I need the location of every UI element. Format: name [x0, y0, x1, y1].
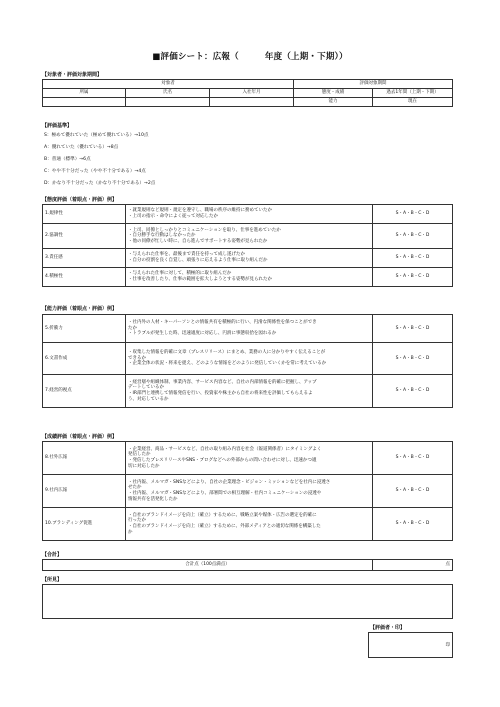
total-label: 合計点（100点満点）: [43, 560, 373, 571]
target-table: [42, 79, 453, 107]
criteria-item-a: A：優れていた（優れている）→8点: [44, 145, 119, 150]
criteria-section-heading: 【評価基準】: [42, 123, 73, 129]
performance-section-heading: 【成績評価（着眼点・評価）例】: [42, 434, 118, 440]
criteria-item-b: B：普通（標準）→6点: [44, 157, 91, 162]
rating-scale[interactable]: S・A・B・C・D: [373, 224, 453, 249]
evaluator-section-heading: 【評価者・印】: [370, 625, 406, 631]
item-points: ・上司、同僚としっかりとコミュニケーションを取り、仕事を進めていたか ・自分勝手な行動はしなかったか ・他の同僚が忙しい時に、自ら進んでサポートする姿勢が見られたか: [126, 224, 373, 249]
dept-value[interactable]: [43, 98, 126, 107]
remarks-section-heading: 【所見】: [42, 577, 63, 583]
seal-label: 印: [445, 643, 450, 648]
item-name: 8.社外広報: [43, 442, 126, 475]
ability-section-heading: 【能力評価（着眼点・評価）例】: [42, 306, 118, 312]
total-value[interactable]: 点: [373, 560, 453, 571]
rating-scale[interactable]: S・A・B・C・D: [373, 475, 453, 508]
period-header: 評価対象期間: [294, 80, 453, 89]
rating-scale[interactable]: S・A・B・C・D: [373, 508, 453, 541]
item-points: ・与えられた仕事を、最後まで責任を持って成し遂げたか ・自分の役割を良く自覚し、頑張りに応えるよう仕事に取り組んだか: [126, 249, 373, 268]
item-name: 6.文書作成: [43, 343, 126, 375]
hire-value[interactable]: [210, 98, 294, 107]
item-points: ・収集した情報を的確に文章（プレスリリース）にまとめ、業務の人に分かりやすく伝えることが できるか ・企業全体の状況・将来を捉え、どのような情報をどのように発信していくかを常に考えているか: [126, 343, 373, 375]
attitude-label: 態度・成績: [294, 89, 373, 98]
item-points: ・企業経営、商品・サービスなど、自社の取り組み内容を社会（報道関係者）にタイミングよく 発信したか ・発信したプレスリリースやSNS・ブログなどへの外部からの問い合わせに対し、迅速かつ適 切に対応したか: [126, 442, 373, 475]
item-points: ・就業規則など規則・規定を遵守し、職場の秩序の維持に務めていたか ・上司の指示・命令によく従って対応したか: [126, 205, 373, 224]
dept-label: 所属: [43, 89, 126, 98]
attitude-section-heading: 【態度評価（着眼点・評価）例】: [42, 197, 118, 203]
attitude-table: [42, 204, 453, 287]
item-name: 1.規律性: [43, 205, 126, 224]
target-section-heading: 【対象者・評価対象期間】: [42, 72, 103, 78]
current-label: 現在: [373, 98, 453, 107]
item-name: 10.ブランディング促進: [43, 508, 126, 541]
ability-table: [42, 314, 453, 408]
item-points: ・与えられた仕事に対して、積極的に取り組んだか ・仕事を改善したり、仕事の範囲を拡大しようとする姿勢が見られたか: [126, 268, 373, 287]
item-name: 2.協調性: [43, 224, 126, 249]
hire-label: 入社年月: [210, 89, 294, 98]
rating-scale[interactable]: S・A・B・C・D: [373, 343, 453, 375]
total-table: [42, 559, 453, 571]
ability-label: 能力: [294, 98, 373, 107]
item-name: 9.社内広報: [43, 475, 126, 508]
past-period-label: 過去1年間（上期・下期）: [373, 89, 453, 98]
rating-scale[interactable]: S・A・B・C・D: [373, 249, 453, 268]
name-value[interactable]: [126, 98, 210, 107]
item-name: 3.責任感: [43, 249, 126, 268]
performance-table: [42, 441, 453, 541]
criteria-item-s: S：極めて優れていた（極めて優れている）→10点: [44, 133, 149, 138]
page-title: ■評価シート：広報（ 年度（上期・下期））: [152, 52, 348, 62]
item-name: 4.積極性: [43, 268, 126, 287]
item-points: ・経営層や組織体制、事業内容、サービス内容など、自社の内部情報を的確に把握し、アップ デートしているか ・IR部門と連携して情報発信を行い、投資家や株主から自社の将来性を評価してもらえるよ う、対応しているか: [126, 375, 373, 408]
criteria-item-c: C：やや不十分だった（やや不十分である）→4点: [44, 169, 146, 174]
remarks-box[interactable]: [42, 584, 453, 619]
name-label: 氏名: [126, 89, 210, 98]
item-points: ・社内外の人材・キーパーソンとの情報共有を積極的に行い、円滑な関係性を保つことができ たか ・トラブルが発生した時、迅速適度に対応し、円滑に事態収拾を図れるか: [126, 315, 373, 343]
item-name: 7.経営的視点: [43, 375, 126, 408]
rating-scale[interactable]: S・A・B・C・D: [373, 315, 453, 343]
item-name: 5.折衝力: [43, 315, 126, 343]
criteria-item-d: D：かなり不十分だった（かなり不十分である）→2点: [44, 181, 156, 186]
rating-scale[interactable]: S・A・B・C・D: [373, 442, 453, 475]
target-header: 対象者: [43, 80, 294, 89]
rating-scale[interactable]: S・A・B・C・D: [373, 268, 453, 287]
item-points: ・自社のブランドイメージを向上（確立）するために、戦略立案や媒体・広告の選定を的確に 行ったか ・自社のブランドイメージを向上（確立）するために、外部メディアとの適切な関係を構築した か: [126, 508, 373, 541]
evaluator-seal-box[interactable]: [368, 632, 453, 658]
item-points: ・社内報、メルマガ・SNSなどにより、自社の企業理念・ビジョン・ミッションなどを社内に浸透さ せたか ・社内報、メルマガ・SNSなどにより、部署間での相互理解・社内コミュニケーションの浸透や 情報共有を活発化したか: [126, 475, 373, 508]
total-section-heading: 【合計】: [42, 552, 63, 558]
rating-scale[interactable]: S・A・B・C・D: [373, 375, 453, 408]
rating-scale[interactable]: S・A・B・C・D: [373, 205, 453, 224]
